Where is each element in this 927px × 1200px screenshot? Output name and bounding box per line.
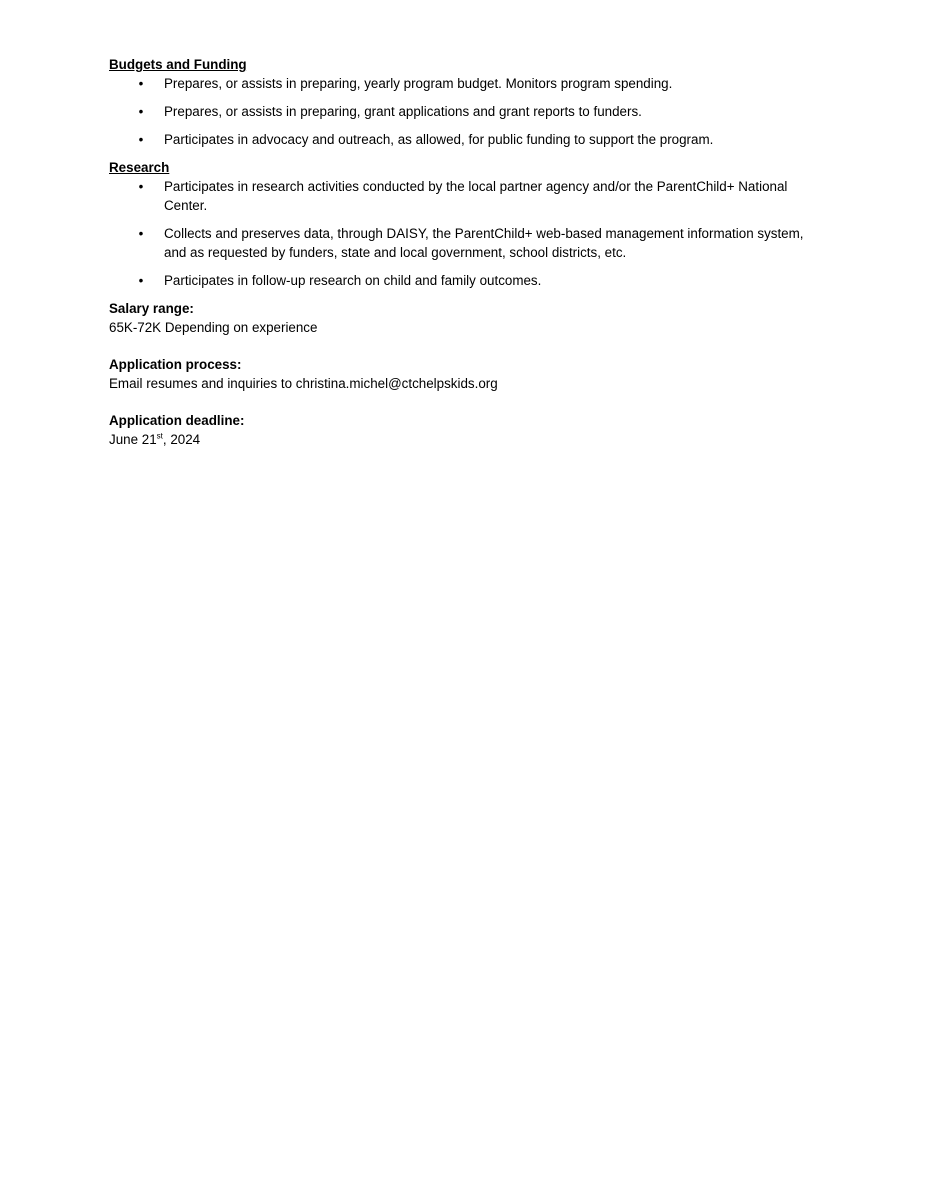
list-item [109, 177, 829, 215]
section-heading: Budgets and Funding [109, 57, 247, 72]
bullet-icon: • [138, 226, 144, 241]
application-process-label: Application process: [109, 357, 242, 372]
bullet-icon: • [138, 76, 144, 91]
list-item-text: Prepares, or assists in preparing, yearly program budget. Monitors program spending. [164, 76, 673, 91]
list-item [109, 224, 829, 262]
list-item [109, 74, 829, 93]
bullet-list [109, 177, 829, 290]
bullet-icon: • [138, 132, 144, 147]
salary-range-block [109, 299, 829, 337]
bullet-icon: • [138, 179, 144, 194]
list-item-text: Prepares, or assists in preparing, grant applications and grant reports to funders. [164, 104, 642, 119]
deadline-date-suffix: , 2024 [162, 432, 201, 447]
list-item-text: Collects and preserves data, through DAISY, the ParentChild+ web-based management information system, and as requested by funders, state and local government, school districts, etc. [164, 226, 804, 260]
bullet-icon: • [138, 273, 144, 288]
deadline-date-prefix: June 21 [109, 432, 157, 447]
list-item-text: Participates in advocacy and outreach, as allowed, for public funding to support the program. [164, 132, 714, 147]
list-item [109, 271, 829, 290]
list-item-text: Participates in research activities conducted by the local partner agency and/or the ParentChild+ National Center. [164, 179, 788, 213]
application-deadline-block [109, 411, 829, 449]
salary-range-label: Salary range: [109, 301, 194, 316]
application-process-value: Email resumes and inquiries to christina.michel@ctchelpskids.org [109, 376, 498, 391]
salary-range-value: 65K-72K Depending on experience [109, 320, 318, 335]
application-process-block [109, 355, 829, 393]
section-heading: Research [109, 160, 170, 175]
bullet-list [109, 74, 829, 149]
section-research [109, 158, 829, 290]
list-item [109, 102, 829, 121]
bullet-icon: • [138, 104, 144, 119]
document-page [109, 55, 829, 467]
deadline-date-ordinal: st [156, 431, 163, 441]
section-budgets-funding [109, 55, 829, 149]
application-deadline-value [109, 430, 829, 449]
list-item-text: Participates in follow-up research on child and family outcomes. [164, 273, 542, 288]
application-deadline-label: Application deadline: [109, 413, 245, 428]
list-item [109, 130, 829, 149]
